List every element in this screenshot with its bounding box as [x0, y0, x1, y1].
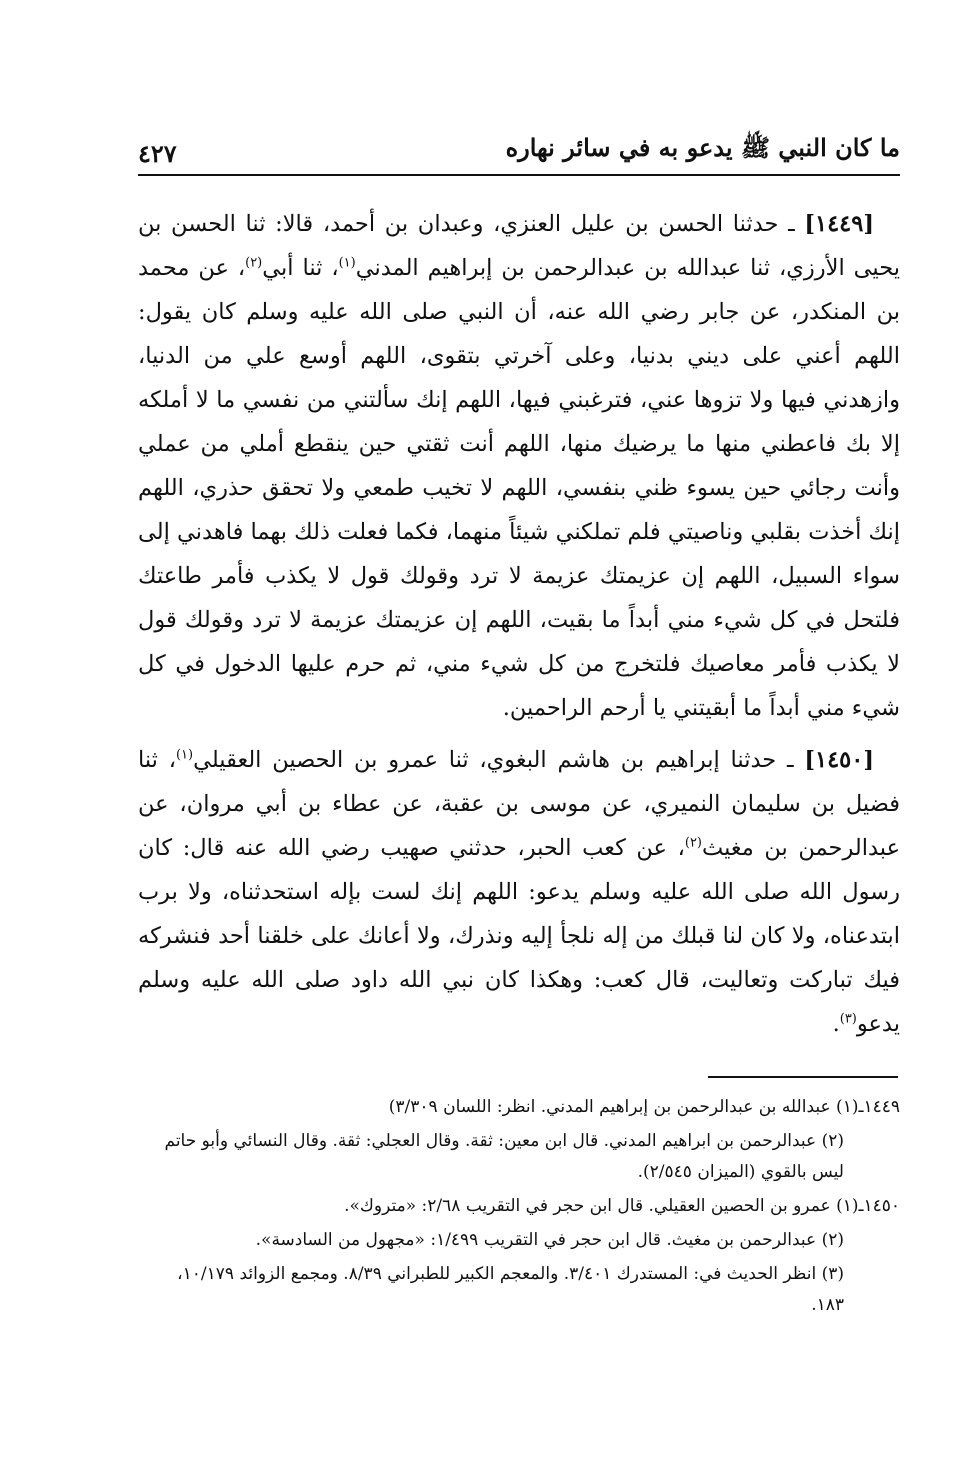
footnote-text: (٣) انظر الحديث في: المستدرك ٣/٤٠١. والمعجم الكبير للطبراني ٨/٣٩. ومجمع الزوائد ١٠/١٧٩،: [177, 1264, 844, 1284]
hadith-text: ، ثنا فضيل بن سليمان النميري، عن موسى بن عقبة، عن عطاء بن أبي مروان، عن عبدالرحمن بن مغيث: [138, 747, 900, 861]
hadith-number: [١٤٤٩]: [804, 211, 874, 237]
page-number: ٤٢٧: [138, 139, 177, 168]
footnote-text: (٢) عبدالرحمن بن مغيث. قال ابن حجر في التقريب ١/٤٩٩: «مجهول من السادسة».: [255, 1230, 844, 1250]
hadith-number: [١٤٥٠]: [804, 747, 874, 773]
footnote: [138, 1092, 900, 1123]
footnote-marker: (٣): [839, 1011, 857, 1027]
hadith-paragraph: [138, 738, 900, 1046]
hadith-text: .: [832, 1011, 840, 1037]
page-header: [138, 126, 900, 176]
hadith-text: ـ حدثنا إبراهيم بن هاشم البغوي، ثنا عمرو بن الحصين العقيلي: [193, 747, 805, 773]
hadith-text: ، عن محمد بن المنكدر، عن جابر رضي الله عنه، أن النبي صلى الله عليه وسلم كان يقول: اللهم أعني على ديني بدنيا، وعلى آخرتي بتقوى، اللهم أوسع علي من الدنيا، وازهدني فيها ولا تزوها عني، فترغبني فيها، اللهم إنك سألتني من نفسي ما لا أملكه إلا بك فاعطني منها ما يرضيك منها، اللهم أنت ثقتي حين ينقطع أملي من عملي وأنت رجائي حين يسوء ظني بنفسي، اللهم لا تخيب طمعي ولا تحقق حذري، اللهم إنك أخذت بقلبي وناصيتي فلم تملكني شيئاً منهما، فكما فعلت ذلك بهما فاهدني إلى سواء السبيل، اللهم إن عزيمتك عزيمة لا ترد وقولك قول لا يكذب فأمر طاعتك فلتحل في كل شيء مني أبداً ما بقيت، اللهم إن عزيمتك عزيمة لا ترد وقولك قول لا يكذب فأمر معاصيك فلتخرج من كل شيء مني، ثم حرم عليها الدخول في كل شيء مني أبداً ما أبقيتني يا أرحم الراحمين.: [138, 255, 900, 721]
hadith-text: ، عن كعب الحبر، حدثني صهيب رضي الله عنه قال: كان رسول الله صلى الله عليه وسلم يدعو: اللهم إنك لست بإله استحدثناه، ولا برب ابتدعناه، ولا كان لنا قبلك من إله نلجأ إليه ونذرك، ولا أعانك على خلقنا أحد فنشركه فيك تباركت وتعاليت، قال كعب: وهكذا كان نبي الله داود صلى الله عليه وسلم يدعو: [138, 835, 900, 1037]
footnote-marker: (١): [175, 747, 194, 763]
footnote-text-continued: ١٨٣.: [811, 1295, 844, 1315]
main-text: [138, 202, 900, 1054]
footnote: [138, 1225, 900, 1256]
footnotes: [138, 1092, 900, 1324]
footnote-text-continued: ليس بالقوي (الميزان ٢/٥٤٥).: [637, 1162, 844, 1182]
hadith-paragraph: [138, 202, 900, 730]
footnote-separator: [708, 1076, 898, 1078]
running-title: ما كان النبي ﷺ يدعو به في سائر نهاره: [505, 133, 900, 162]
footnote-marker: (٢): [245, 255, 263, 271]
footnote-text: ١٤٤٩ـ(١) عبدالله بن عبدالرحمن بن إبراهيم المدني. انظر: اللسان ٣/٣٠٩): [388, 1097, 900, 1117]
footnote-text: (٢) عبدالرحمن بن ابراهيم المدني. قال ابن معين: ثقة. وقال العجلي: ثقة. وقال النسائي وأبو حاتم: [164, 1131, 844, 1151]
footnote: [138, 1259, 900, 1321]
footnote: [138, 1126, 900, 1188]
footnote-text: ١٤٥٠ـ(١) عمرو بن الحصين العقيلي. قال ابن حجر في التقريب ٢/٦٨: «متروك».: [344, 1196, 900, 1216]
hadith-text: ، ثنا أبي: [262, 255, 339, 281]
footnote-marker: (٢): [684, 835, 702, 851]
footnote: [138, 1191, 900, 1222]
hadith-text: ـ حدثنا الحسن بن عليل العنزي، وعبدان بن أحمد، قالا: ثنا الحسن بن يحيى الأرزي، ثنا عبدالله بن عبدالرحمن بن إبراهيم المدني: [138, 211, 901, 281]
footnote-marker: (١): [338, 255, 356, 271]
